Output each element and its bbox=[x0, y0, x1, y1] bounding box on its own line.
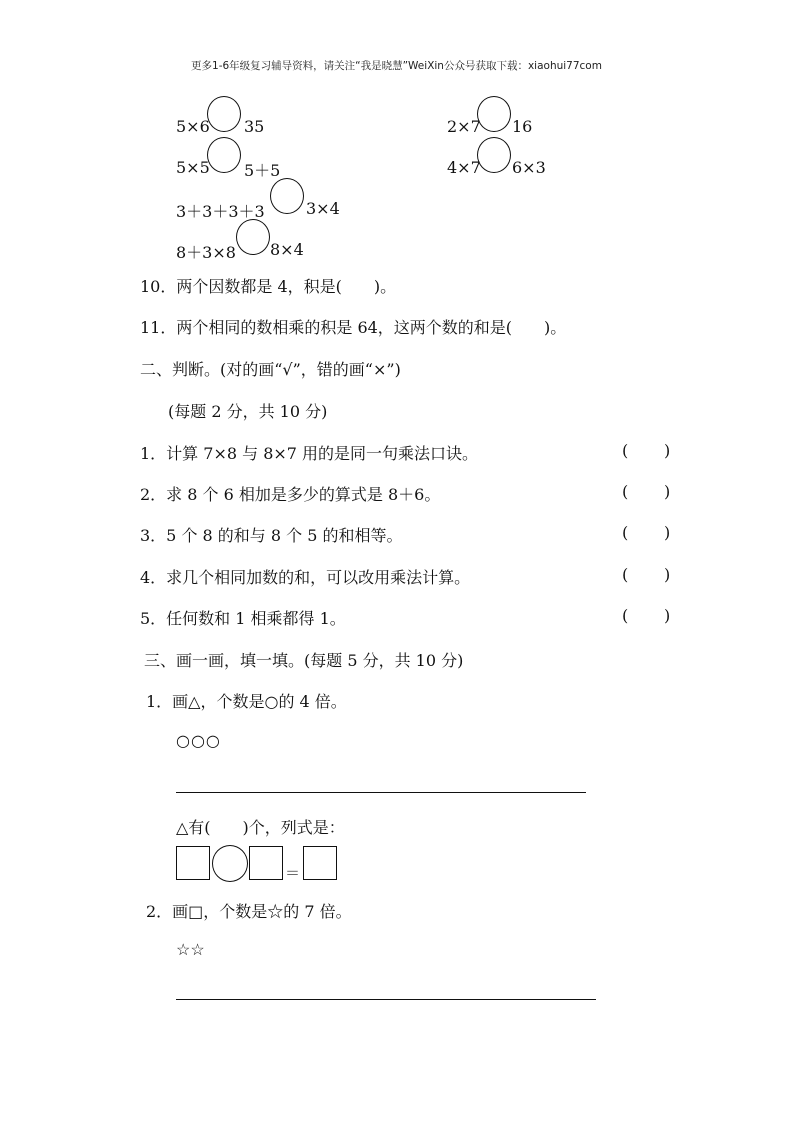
judgement-item-1: 1．计算 7×8 与 8×7 用的是同一句乘法口诀。 bbox=[140, 444, 479, 463]
answer-paren-close: ) bbox=[664, 565, 671, 584]
compare-left-4-a: 8＋3×8 bbox=[176, 243, 236, 262]
compare-right-1-b: 16 bbox=[512, 117, 533, 136]
compare-left-3-a: 3＋3＋3＋3 bbox=[176, 202, 265, 221]
equation-box[interactable] bbox=[303, 846, 337, 880]
equation-box[interactable] bbox=[176, 846, 210, 880]
circle-symbols: ○○○ bbox=[176, 731, 221, 750]
answer-paren-open: ( bbox=[622, 523, 629, 542]
compare-left-3-b: 3×4 bbox=[306, 199, 340, 218]
answer-paren-close: ) bbox=[664, 523, 671, 542]
compare-right-2-a: 4×7 bbox=[447, 158, 481, 177]
answer-paren-close: ) bbox=[664, 441, 671, 460]
compare-left-4-b: 8×4 bbox=[270, 240, 304, 259]
equation-box[interactable] bbox=[249, 846, 283, 880]
compare-right-1-a: 2×7 bbox=[447, 117, 481, 136]
star-symbols: ☆☆ bbox=[176, 940, 205, 959]
compare-left-1-a: 5×6 bbox=[176, 117, 210, 136]
compare-right-2-b: 6×3 bbox=[512, 158, 546, 177]
drawing-answer-line[interactable] bbox=[176, 999, 596, 1000]
page-header: 更多1-6年级复习辅导资料，请关注“我是晓慧”WeiXin公众号获取下载：xiaohui77com bbox=[191, 60, 602, 72]
compare-left-1-b: 35 bbox=[244, 117, 265, 136]
compare-circle[interactable] bbox=[207, 137, 241, 173]
answer-paren-close: ) bbox=[664, 606, 671, 625]
drawing-answer-line[interactable] bbox=[176, 792, 586, 793]
judgement-item-5: 5．任何数和 1 相乘都得 1。 bbox=[140, 609, 346, 628]
compare-circle[interactable] bbox=[236, 219, 270, 255]
question-10: 10．两个因数都是 4，积是( )。 bbox=[140, 277, 397, 296]
answer-paren-open: ( bbox=[622, 565, 629, 584]
compare-circle[interactable] bbox=[477, 96, 511, 132]
judgement-item-4: 4．求几个相同加数的和，可以改用乘法计算。 bbox=[140, 568, 471, 587]
draw-question-1: 1．画△，个数是○的 4 倍。 bbox=[146, 692, 347, 711]
compare-left-2-a: 5×5 bbox=[176, 158, 210, 177]
fill-in-count: △有( )个，列式是： bbox=[176, 818, 345, 837]
answer-paren-open: ( bbox=[622, 606, 629, 625]
compare-circle[interactable] bbox=[477, 137, 511, 173]
equals-sign: ＝ bbox=[285, 864, 301, 882]
compare-circle[interactable] bbox=[270, 178, 304, 214]
answer-paren-open: ( bbox=[622, 482, 629, 501]
section-3-title: 三、画一画，填一填。(每题 5 分，共 10 分) bbox=[144, 651, 464, 670]
compare-left-2-b: 5＋5 bbox=[244, 161, 281, 180]
answer-paren-open: ( bbox=[622, 441, 629, 460]
section-2-title: 二、判断。(对的画“√”，错的画“×”) bbox=[140, 360, 401, 379]
question-11: 11．两个相同的数相乘的积是 64，这两个数的和是( )。 bbox=[140, 318, 567, 337]
answer-paren-close: ) bbox=[664, 482, 671, 501]
operator-circle[interactable] bbox=[212, 845, 248, 882]
draw-question-2: 2．画□，个数是☆的 7 倍。 bbox=[146, 902, 352, 921]
judgement-item-2: 2．求 8 个 6 相加是多少的算式是 8＋6。 bbox=[140, 485, 441, 504]
compare-circle[interactable] bbox=[207, 96, 241, 132]
judgement-item-3: 3．5 个 8 的和与 8 个 5 的和相等。 bbox=[140, 526, 403, 545]
section-2-score: (每题 2 分，共 10 分) bbox=[168, 402, 328, 421]
